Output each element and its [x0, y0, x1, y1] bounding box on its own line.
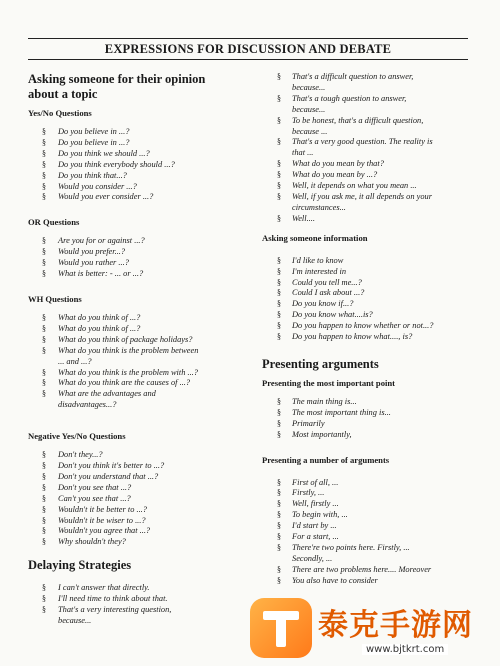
subheading-number: Presenting a number of arguments	[262, 454, 390, 465]
list-item: § Do you think everybody should ...?	[42, 159, 175, 169]
list-item: § What is better: - ... or ...?	[42, 269, 144, 279]
list-item: § Do you believe in ...?	[42, 127, 130, 136]
list-item: § First of all, ...	[277, 477, 339, 487]
list-item: § What do you mean by ...?	[277, 170, 378, 180]
list-item: § To be honest, that's a difficult question,	[277, 115, 424, 125]
list-item: § The most important thing is...	[277, 407, 391, 417]
list-item: § Do you know if...?	[277, 299, 354, 309]
list-item: § What are the advantages and	[42, 389, 156, 399]
list-item: § Don't you see that ...?	[42, 482, 132, 492]
list-item-continuation: circumstances...	[292, 202, 346, 212]
watermark	[246, 596, 500, 666]
list-item: § Do you know what....is?	[277, 310, 373, 320]
list-item: § The main thing is...	[277, 396, 357, 406]
list-item: § Would you consider ...?	[42, 181, 137, 191]
list-item-continuation: Secondly, ...	[292, 553, 333, 563]
list-item: § Could I ask about ...?	[277, 288, 365, 298]
list-item: § What do you think of package holidays?	[42, 334, 193, 344]
list-item: § That's a difficult question to answer,	[277, 72, 414, 81]
right-column	[262, 72, 488, 587]
list-item: § Wouldn't it be wiser to ...?	[42, 515, 146, 525]
list-item: § What do you think is the problem with ...?	[42, 367, 198, 377]
list-wh	[28, 313, 256, 411]
list-item: § Do you think that...?	[42, 170, 127, 180]
list-item: § There are two problems here.... Moreover	[277, 564, 432, 574]
list-item: § Don't you understand that ...?	[42, 471, 159, 481]
list-item: § There're two points here. Firstly, ...	[277, 543, 410, 552]
list-item: § Primarily	[277, 418, 325, 428]
list-item: § What do you think is the problem between	[42, 345, 199, 355]
list-item: § Could you tell me...?	[277, 277, 362, 287]
list-item: § I'd like to know	[277, 255, 344, 265]
list-item: § Most importantly,	[277, 429, 352, 439]
list-item: § Well....	[277, 213, 315, 223]
list-item: § What do you think are the causes of ...?	[42, 378, 191, 388]
list-item: § Wouldn't it be better to ...?	[42, 504, 147, 514]
list-item: § Well, it depends on what you mean ...	[277, 181, 417, 191]
list-item: § Would you rather ...?	[42, 258, 129, 268]
section-heading-opinion: Asking someone for their opinion about a topic	[28, 72, 206, 101]
list-item: § Why shouldn't they?	[42, 537, 126, 547]
list-item: § Well, firstly ...	[277, 499, 339, 509]
list-item: § Don't they...?	[42, 450, 103, 460]
list-important	[262, 397, 488, 441]
subheading-or: OR Questions	[28, 217, 80, 228]
list-item: § You also have to consider	[277, 575, 378, 585]
subheading-wh: WH Questions	[28, 293, 82, 304]
left-column	[28, 72, 256, 627]
watermark-text: 泰克手游网	[318, 608, 473, 643]
list-item-continuation: because...	[292, 104, 326, 114]
list-negative	[28, 450, 256, 548]
list-item: § Can't you see that ...?	[42, 493, 131, 503]
list-item: § Do you think we should ...?	[42, 148, 150, 158]
list-item: § I'm interested in	[277, 266, 347, 276]
list-item: § What do you think of ...?	[42, 323, 141, 333]
subheading-negative: Negative Yes/No Questions	[28, 431, 126, 442]
list-item: § Would you prefer...?	[42, 247, 126, 257]
title-bar	[28, 38, 468, 60]
list-item: § Well, if you ask me, it all depends on your	[277, 191, 432, 201]
list-delaying-continued	[262, 72, 488, 225]
list-item: § That's a very good question. The reality is	[277, 137, 433, 147]
list-number	[262, 478, 488, 587]
list-item: § Do you believe in ...?	[42, 137, 130, 147]
list-info	[262, 256, 488, 343]
list-delaying	[28, 583, 256, 627]
list-item: § That's a very interesting question,	[42, 605, 172, 615]
list-item: § Do you happen to know what...., is?	[277, 332, 413, 342]
list-yesno	[28, 127, 256, 203]
list-item: § That's a tough question to answer,	[277, 93, 407, 103]
list-item-continuation: because...	[292, 82, 326, 92]
list-item: § I'd start by ...	[277, 521, 337, 531]
list-item: § What do you think of ...?	[42, 312, 141, 322]
list-item-continuation: because ...	[292, 126, 328, 136]
section-heading-delaying: Delaying Strategies	[28, 558, 132, 573]
list-item: § I'll need time to think about that.	[42, 594, 168, 604]
list-item: § Do you happen to know whether or not...?	[277, 321, 434, 331]
page-title: EXPRESSIONS FOR DISCUSSION AND DEBATE	[104, 41, 392, 56]
subheading-important: Presenting the most important point	[262, 377, 396, 388]
watermark-url: www.bjtkrt.com	[362, 644, 448, 655]
list-item: § I can't answer that directly.	[42, 583, 150, 593]
list-item: § What do you mean by that?	[277, 159, 384, 169]
list-item-continuation: disadvantages...?	[58, 400, 117, 410]
list-item-continuation: ... and ...?	[58, 356, 92, 366]
list-item: § Would you ever consider ...?	[42, 192, 154, 202]
subheading-info: Asking someone information	[262, 232, 368, 243]
list-item: § Are you for or against ...?	[42, 236, 145, 246]
subheading-yesno: Yes/No Questions	[28, 108, 92, 118]
list-item: § Wouldn't you agree that ...?	[42, 526, 151, 536]
watermark-logo-icon	[250, 598, 312, 658]
list-item: § To begin with, ...	[277, 510, 348, 520]
list-item-continuation: that ...	[292, 148, 314, 158]
list-or	[28, 236, 256, 280]
list-item: § Firstly, ...	[277, 488, 325, 498]
list-item: § Don't you think it's better to ...?	[42, 461, 165, 471]
section-heading-presenting: Presenting arguments	[262, 356, 379, 371]
list-item-continuation: because...	[58, 616, 92, 625]
list-item: § For a start, ...	[277, 532, 339, 542]
